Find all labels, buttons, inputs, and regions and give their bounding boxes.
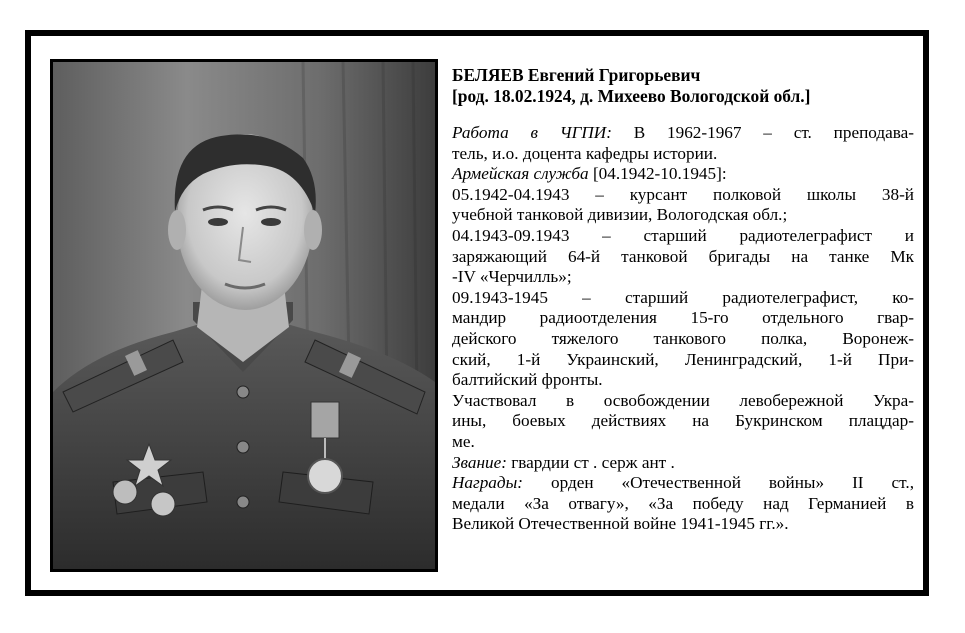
document-frame [25,30,929,596]
army-dates: [04.1942-10.1945]: [588,164,727,184]
portrait-photo [50,59,438,572]
birth-info: [род. 18.02.1924, д. Михеево Вологодской обл.] [452,86,811,106]
awards-line: медали «За отвагу», «За победу над Германией в [452,493,914,513]
army-entry-line: мандир радиоотделения 15-го отдельного гвар- [452,308,914,328]
liberation-line: Участвовал в освобождении левобережной Укра- [452,390,914,410]
army-entry-line: 04.1943-09.1943 – старший радиотелеграфист и [452,225,914,245]
army-entry-line: ский, 1-й Украинский, Ленинградский, 1-й При- [452,349,914,369]
work-line: В 1962-1967 – ст. преподава- [633,123,914,142]
liberation-line: ины, боевых действиях на Букринском плацдар- [452,411,914,431]
portrait-image [53,62,435,569]
rank-section [452,453,914,474]
work-section [452,123,914,164]
army-entry-line: -IV «Черчилль»; [452,267,572,287]
awards-line: Великой Отечественной войне 1941-1945 гг.». [452,514,789,534]
army-entry-line: учебной танковой дивизии, Вологодская обл.; [452,205,788,225]
liberation-line: ме. [452,431,475,451]
awards-line: орден «Отечественной войны» II ст., [522,473,914,493]
liberation-section [452,391,914,453]
work-line: тель, и.о. доцента кафедры истории. [452,143,718,163]
awards-section [452,473,914,535]
rank-label: Звание: [452,452,507,472]
army-label: Армейская служба [452,164,589,184]
biography [452,65,914,535]
army-entry-line: заряжающий 64-й танковой бригады на танке Мк [452,246,914,266]
rank-value: гвардии ст . серж ант . [506,452,675,472]
work-label: Работа в ЧГПИ: [452,123,612,142]
army-entry-line: 05.1942-04.1943 – курсант полковой школы 38-й [452,184,914,204]
army-entry-line: балтийский фронты. [452,370,603,390]
awards-label: Награды: [452,473,523,493]
army-entry-line: 09.1943-1945 – старший радиотелеграфист, ко- [452,287,914,307]
army-entry-line: дейского тяжелого танкового полка, Воронеж- [452,328,914,348]
person-name: БЕЛЯЕВ Евгений Григорьевич [452,65,701,85]
army-section [452,164,914,391]
